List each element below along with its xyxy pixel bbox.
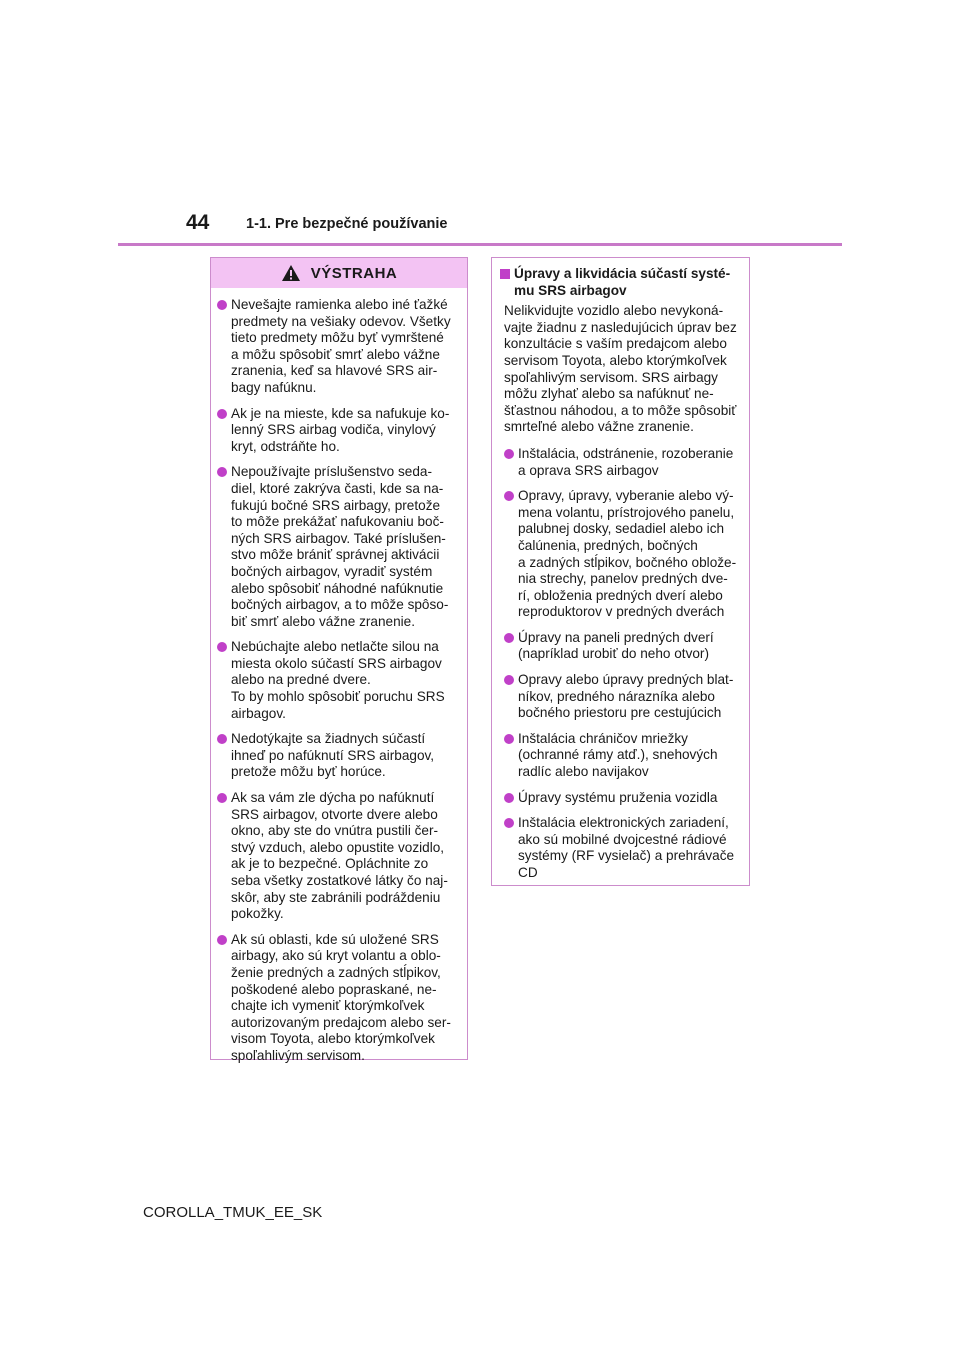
warning-list: [211, 288, 467, 1065]
info-item: [504, 672, 743, 722]
warning-item-text: Nevešajte ramienka alebo iné ťažké predmety na vešiaky odevov. Všetky tieto predmety môžu byť vymrštené a môžu spôsobiť smrť alebo vážne zranenia, keď sa hlavové SRS air- bagy nafúknu.: [231, 297, 451, 395]
warning-box: [210, 257, 468, 1063]
info-item: [504, 630, 743, 663]
bullet-icon: [217, 300, 227, 310]
warning-item: [217, 406, 459, 456]
bullet-icon: [217, 467, 227, 477]
page-number: 44: [186, 211, 210, 234]
bullet-icon: [504, 818, 514, 828]
warning-item-text: Nepoužívajte príslušenstvo seda- diel, ktoré zakrýva časti, kde sa na- fukujú bočné SRS airbagy, pretože to môže prekážať nafukovaniu boč- ných SRS airbagov. Také príslušen- stvo môže brániť správnej aktivácii bočných airbagov, vyradiť systém alebo spôsobiť náhodné nafúknutie bočných airbagov, a to môže spôso- biť smrť alebo vážne zranenie.: [231, 464, 449, 629]
warning-title: VÝSTRAHA: [310, 264, 398, 282]
info-item-text: Opravy, úpravy, vyberanie alebo vý- mena volantu, prístrojového panelu, palubnej dosky, sedadiel alebo ich čalúnenia, predných, bočných a zadných stĺpikov, bočného oblože- nia strechy, panelov predných dve- rí, obloženia predných dverí alebo reproduktorov v predných dverách: [518, 488, 737, 620]
warning-item: [217, 639, 459, 722]
info-heading: [500, 266, 743, 299]
bullet-icon: [504, 675, 514, 685]
bullet-icon: [504, 633, 514, 643]
warning-item: [217, 297, 459, 397]
warning-item-text: Ak sa vám zle dýcha po nafúknutí SRS airbagov, otvorte dvere alebo okno, aby ste do vnútra pustili čer- stvý vzduch, alebo opustite vozidlo, ak je to bezpečné. Opláchnite zo seba všetky zostatkové látky čo naj- skôr, aby ste zabránili podráždeniu pokožky.: [231, 790, 448, 922]
warning-item: [217, 790, 459, 923]
info-item-text: Inštalácia chráničov mriežky (ochranné rámy atď.), snehových radlíc alebo navijakov: [518, 730, 718, 780]
info-item: [504, 488, 743, 621]
warning-triangle-icon: [281, 264, 301, 282]
warning-header: [211, 258, 467, 288]
warning-item-text: Nedotýkajte sa žiadnych súčastí ihneď po nafúknutí SRS airbagov, pretože môžu byť horúce.: [231, 731, 435, 780]
info-box: [491, 257, 750, 886]
bullet-icon: [217, 409, 227, 419]
info-item: [504, 446, 743, 479]
footer-doc-code: COROLLA_TMUK_EE_SK: [143, 1204, 323, 1221]
bullet-icon: [504, 793, 514, 803]
bullet-icon: [504, 491, 514, 501]
warning-item-text: Nebúchajte alebo netlačte silou na miesta okolo súčastí SRS airbagov alebo na predné dvere. To by mohlo spôsobiť poruchu SRS airbagov.: [231, 639, 445, 721]
bullet-icon: [217, 935, 227, 945]
info-item: [504, 815, 743, 881]
info-item-text: Úpravy na paneli predných dverí (napríklad urobiť do neho otvor): [518, 629, 714, 662]
warning-item: [217, 932, 459, 1065]
info-item-text: Inštalácia, odstránenie, rozoberanie a oprava SRS airbagov: [518, 445, 734, 478]
bullet-icon: [504, 734, 514, 744]
info-intro: Nelikvidujte vozidlo alebo nevykoná- vajte žiadnu z nasledujúcich úprav bez konzultácie s vaším predajcom alebo servisom Toyota, alebo ktorýmkoľvek spoľahlivým servisom. SRS airbagy môžu zlyhať alebo sa nafúknuť ne- šťastnou náhodou, a to môže spôsobiť smrteľné alebo vážne zranenie.: [504, 303, 737, 435]
info-item-text: Úpravy systému pruženia vozidla: [518, 789, 718, 805]
square-bullet-icon: [500, 269, 510, 279]
bullet-icon: [217, 642, 227, 652]
header-divider: [118, 243, 842, 246]
info-item-text: Opravy alebo úpravy predných blat- níkov, predného nárazníka alebo bočného priestoru pre cestujúcich: [518, 672, 734, 721]
info-title: Úpravy a likvidácia súčastí systé- mu SRS airbagov: [514, 266, 731, 298]
warning-item-text: Ak je na mieste, kde sa nafukuje ko- lenný SRS airbag vodiča, vinylový kryt, odstráňte ho.: [231, 405, 450, 454]
info-item: [504, 790, 743, 807]
bullet-icon: [217, 734, 227, 744]
info-item: [504, 731, 743, 781]
bullet-icon: [217, 793, 227, 803]
bullet-icon: [504, 449, 514, 459]
warning-item: [217, 464, 459, 630]
info-item-text: Inštalácia elektronických zariadení, ako sú mobilné dvojcestné rádiové systémy (RF vysielač) a prehrávače CD: [518, 815, 735, 880]
section-title: 1-1. Pre bezpečné používanie: [246, 216, 448, 232]
warning-item-text: Ak sú oblasti, kde sú uložené SRS airbagy, ako sú kryt volantu a oblo- ženie predných a zadných stĺpikov, poškodené alebo popraskané, ne- chajte ich vymeniť ktorýmkoľvek autorizovaným predajcom alebo ser- visom Toyota, alebo ktorýmkoľvek spoľahlivým servisom.: [231, 931, 451, 1063]
warning-item: [217, 731, 459, 781]
